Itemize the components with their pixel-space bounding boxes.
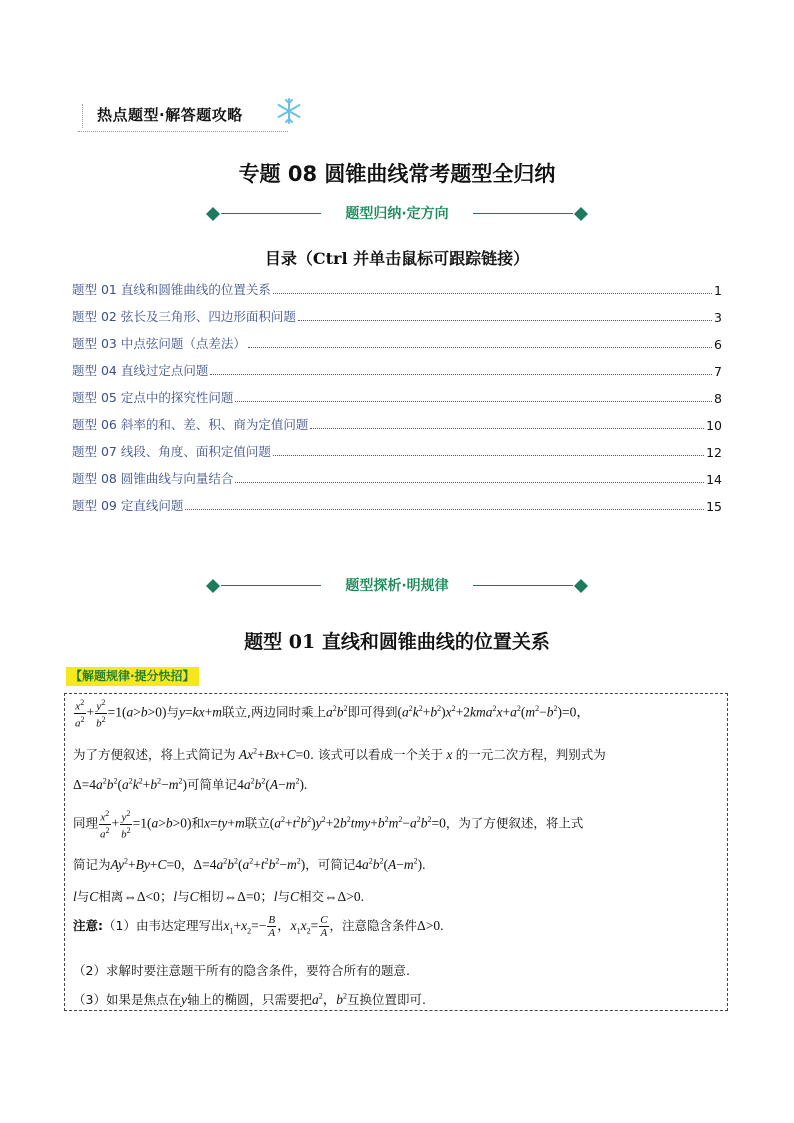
section-band-1	[205, 204, 589, 224]
toc-item[interactable]: 题型 01 直线和圆锥曲线的位置关系 1	[72, 282, 722, 298]
box-line-1: $\frac{x^2}{a^2}$ + $\frac{y^2}{b^2}$ =1(a>b>0)与y=kx+m联立,两边同时乘上$a^2b^2$即可得到$(a^2k^2+b^2)x^2+2kma^2x+a^2(m^2-b^2)=0$，	[75, 698, 590, 730]
section-band-2	[205, 576, 589, 596]
toc-item[interactable]: 题型 07 线段、角度、面积定值问题 12	[72, 444, 722, 460]
header-rule	[78, 131, 288, 132]
box-line-7: 注意:（1）由韦达定理写出$x_1+x_2=-$ $\frac{B}{A}$ ，$x_1x_2=$ $\frac{C}{A}$ ，注意隐含条件Δ>0.	[73, 914, 444, 940]
snowflake-icon	[274, 96, 304, 126]
toc-item[interactable]: 题型 06 斜率的和、差、积、商为定值问题 10	[72, 417, 722, 433]
toc-item[interactable]: 题型 04 直线过定点问题 7	[72, 363, 722, 379]
band-label: 题型探析·明规律	[345, 578, 449, 594]
box-line-5: 简记为$Ay^2+By+C=0$，$\Delta=4a^2b^2(a^2+t^2b^2-m^2)$，可简记$4a^2b^2(A-m^2)$.	[73, 856, 426, 872]
box-line-4: 同理 $\frac{x^2}{a^2}$ + $\frac{y^2}{b^2}$ =1(a>b>0)和x=ty+m联立$(a^2+t^2b^2)y^2+2b^2tmy+b^2m^2-a^2b^2=0$，为了方便叙述，将上式	[73, 809, 584, 841]
section-title: 题型 01 直线和圆锥曲线的位置关系	[244, 631, 550, 653]
box-line-8: （2）求解时要注意题干所有的隐含条件，要符合所有的题意.	[73, 963, 410, 978]
box-line-2: 为了方便叙述，将上式简记为 $Ax^2+Bx+C=0$. 该式可以看成一个关于 x 的一元二次方程，判别式为	[73, 746, 606, 762]
header-label: 热点题型·解答题攻略	[97, 106, 243, 124]
band-label: 题型归纳·定方向	[345, 206, 449, 222]
toc-item[interactable]: 题型 05 定点中的探究性问题 8	[72, 390, 722, 406]
toc-item[interactable]: 题型 02 弦长及三角形、四边形面积问题 3	[72, 309, 722, 325]
toc-item[interactable]: 题型 03 中点弦问题（点差法） 6	[72, 336, 722, 352]
toc-title: 目录（Ctrl 并单击鼠标可跟踪链接）	[264, 249, 530, 268]
document-title: 专题 08 圆锥曲线常考题型全归纳	[238, 162, 556, 186]
box-line-9: （3）如果是焦点在y轴上的椭圆，只需要把$a^2$，$b^2$互换位置即可.	[73, 991, 426, 1007]
tip-badge: 【解题规律·提分快招】	[66, 667, 199, 686]
toc-item[interactable]: 题型 08 圆锥曲线与向量结合 14	[72, 471, 722, 487]
header-rule-vertical	[82, 104, 83, 128]
toc-item[interactable]: 题型 09 定直线问题 15	[72, 498, 722, 514]
box-line-3: $\Delta=4a^2b^2(a^2k^2+b^2-m^2)$可简单记$4a^2b^2(A-m^2)$.	[73, 776, 308, 792]
box-line-6: l与C相离⇔Δ<0；l与C相切⇔Δ=0；l与C相交⇔Δ>0.	[73, 889, 364, 904]
